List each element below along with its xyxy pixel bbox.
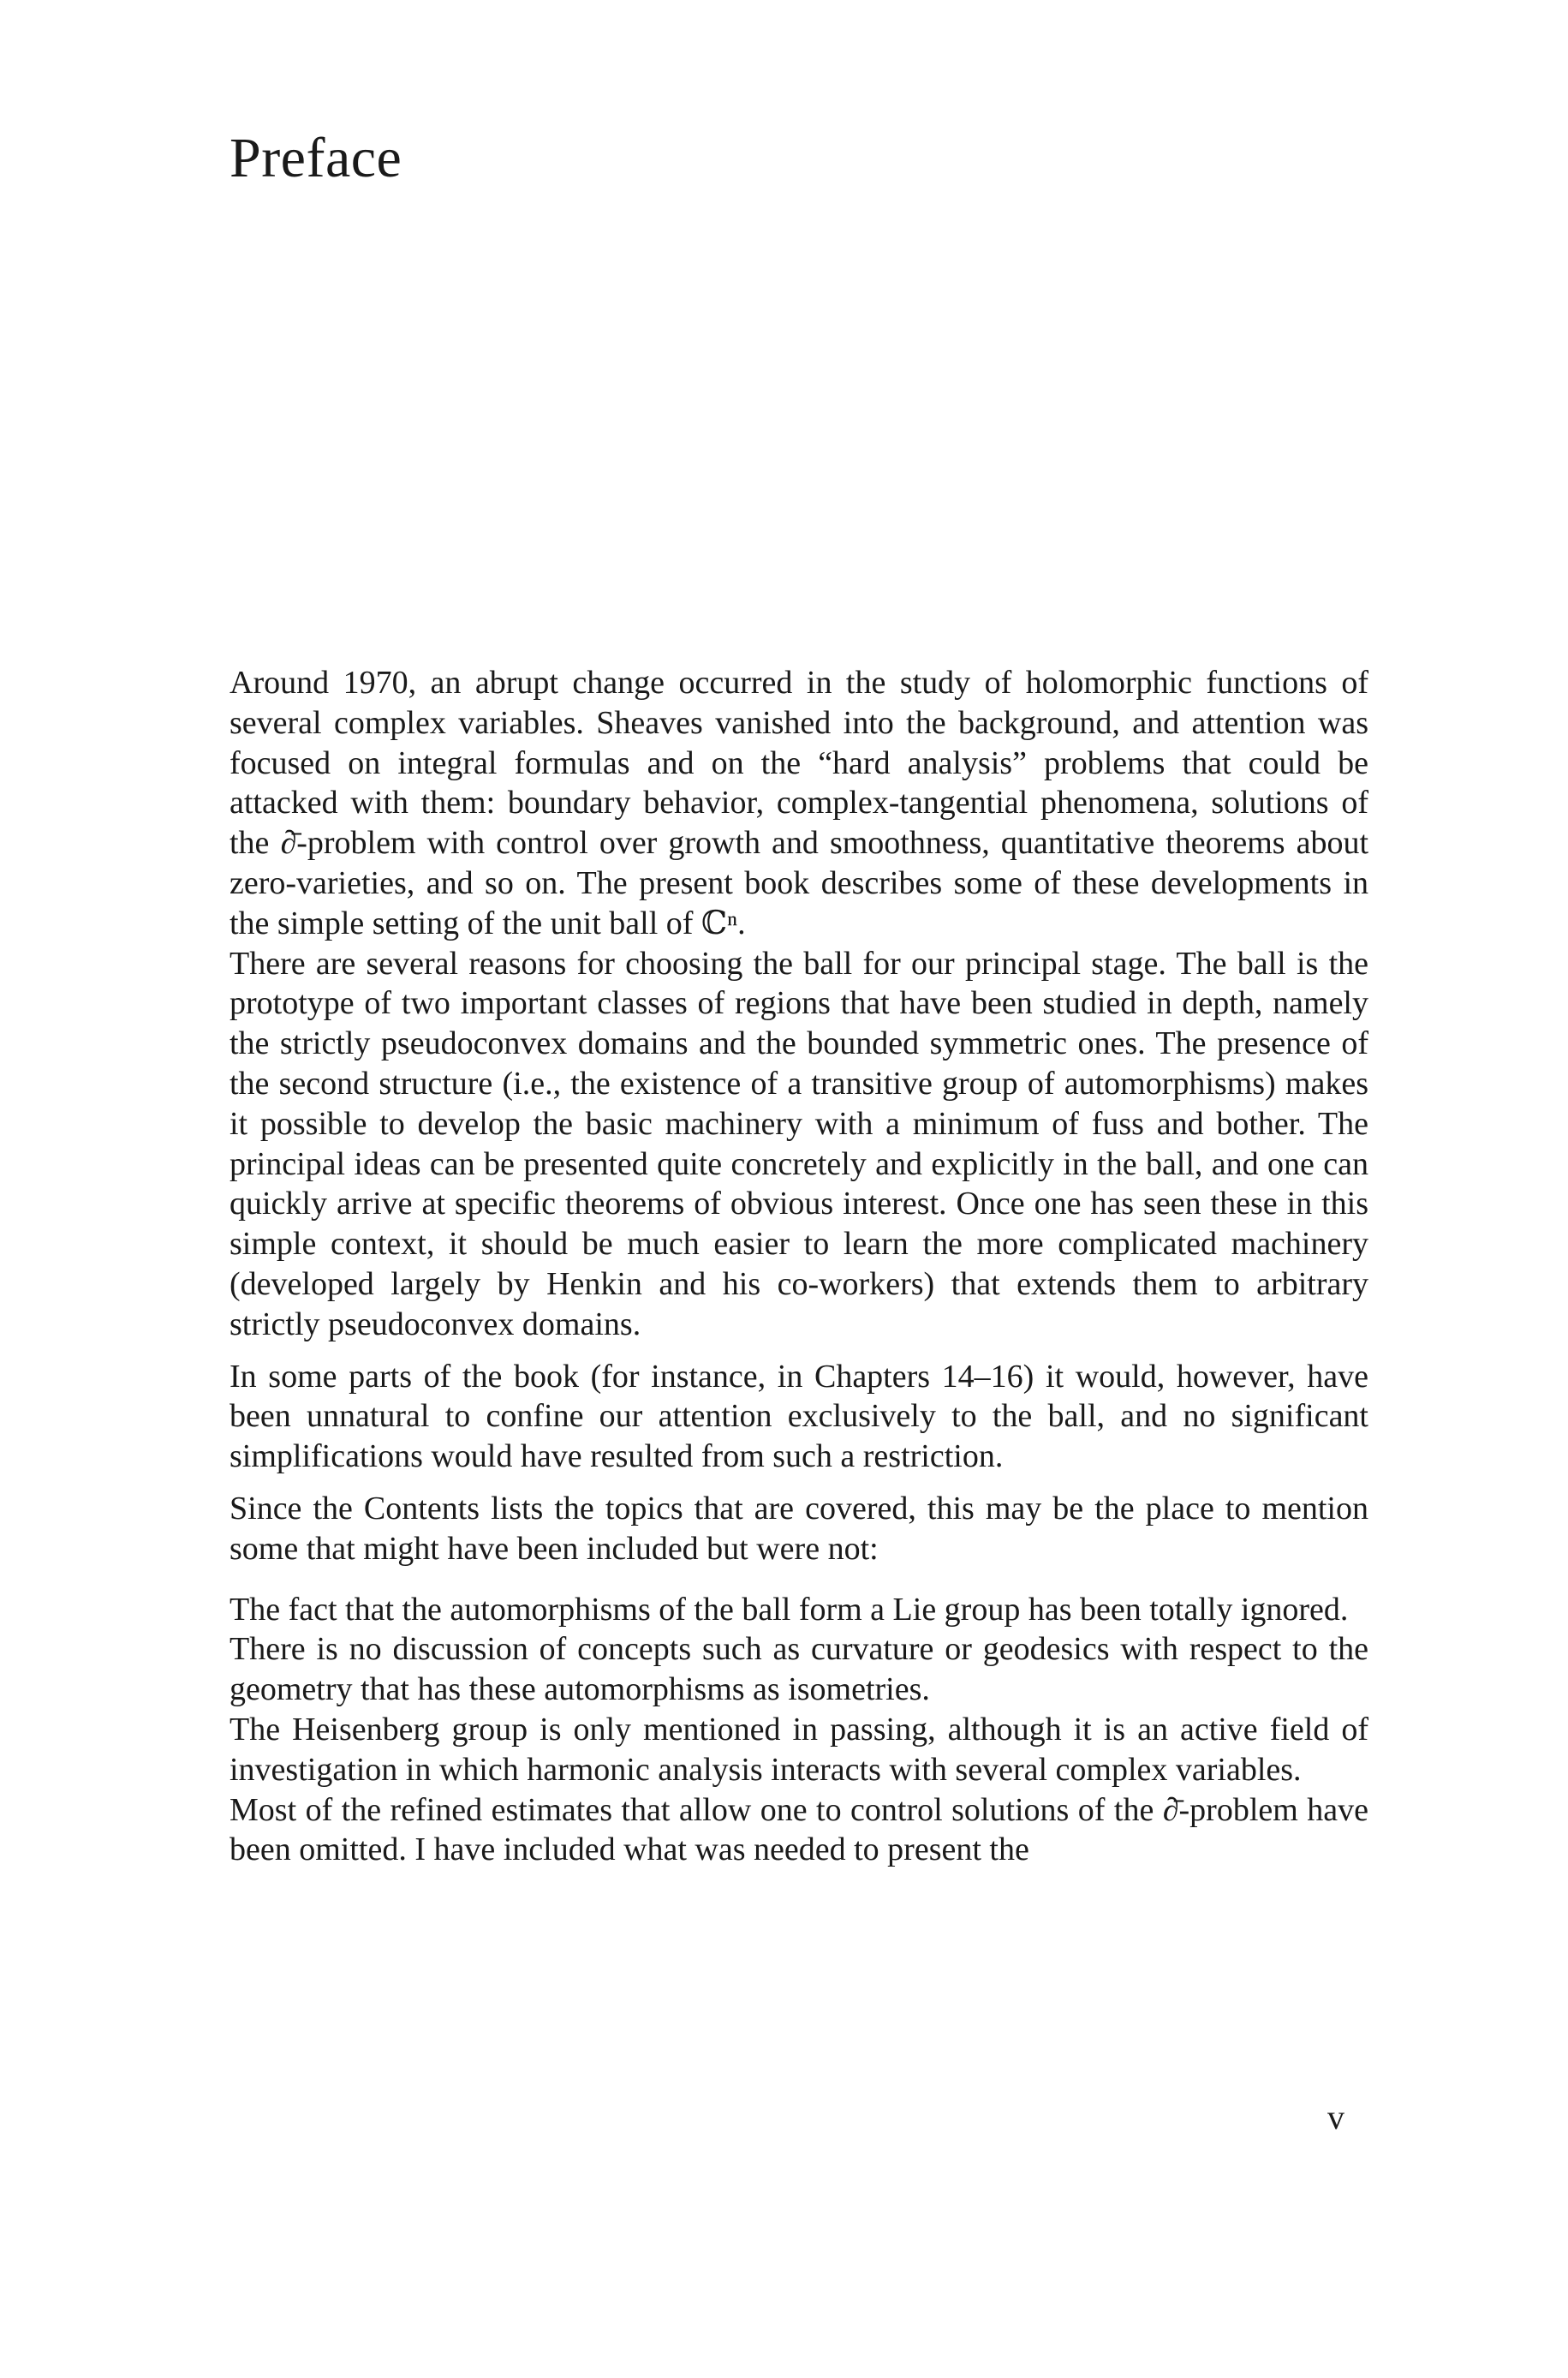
page-number: v <box>1327 2098 1344 2136</box>
paragraph-reasons: There are several reasons for choosing the ball for our principal stage. The ball is the prototype of two important classes of regions that have been studied in depth, namely the strictly pseudoconvex domains and the bounded symmetric ones. The presence of the second structure (i.e., the existence of a transitive group of automorphisms) makes it possible to develop the basic machinery with a minimum of fuss and bother. The principal ideas can be presented quite concretely and explicitly in the ball, and one can quickly arrive at specific theorems of obvious interest. Once one has seen these in this simple context, it should be much easier to learn the more complicated machinery (developed largely by Henkin and his co-workers) that extends them to arbitrary strictly pseudoconvex domains. <box>230 945 1368 1342</box>
paragraph-intro: Around 1970, an abrupt change occurred in the study of holomorphic functions of several complex variables. Sheaves vanished into the background, and attention was focused on integral formulas and on the “hard analysis” problems that could be attacked with them: boundary behavior, complex-tangential phenomena, solutions of the ∂̄-problem with control over growth and smoothness, quantitative theorems about zero-varieties, and so on. The present book describes some of these developments in the simple setting of the unit ball of ℂⁿ. <box>230 665 1368 941</box>
paragraph-omissions-intro: Since the Contents lists the topics that are covered, this may be the place to mention some that might have been included but were not: <box>230 1490 1368 1567</box>
paragraph-curvature: There is no discussion of concepts such as curvature or geodesics with respect to the geometry that has these automorphisms as isometries. <box>230 1631 1368 1708</box>
page-title: Preface <box>230 127 402 189</box>
paragraph-chapters: In some parts of the book (for instance, in Chapters 14–16) it would, however, have been unnatural to confine our attention exclusively to the ball, and no significant simplifications would have resulted from such a restriction. <box>230 1358 1368 1475</box>
paragraph-heisenberg: The Heisenberg group is only mentioned in passing, although it is an active field of investigation in which harmonic analysis interacts with several complex variables. <box>230 1711 1368 1788</box>
paragraph-lie-group: The fact that the automorphisms of the ball form a Lie group has been totally ignored. <box>230 1591 1349 1628</box>
paragraph-estimates: Most of the refined estimates that allow one to control solutions of the ∂̄-problem have been omitted. I have included what was needed to present the <box>230 1791 1368 1868</box>
preface-body <box>230 663 1368 1870</box>
